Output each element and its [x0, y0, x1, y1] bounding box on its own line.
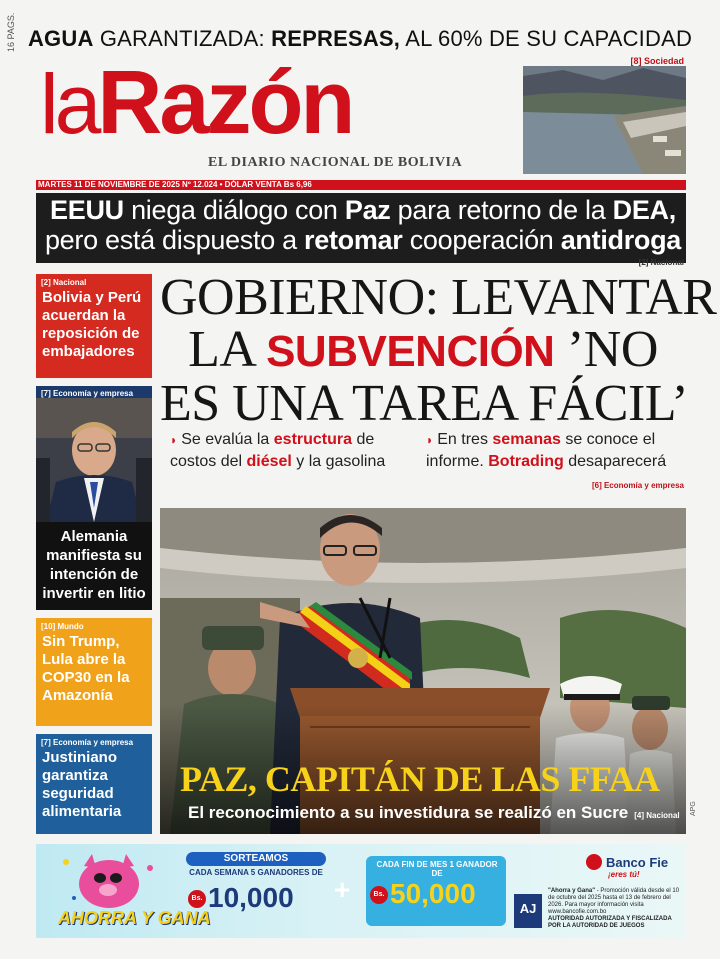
story-section-tag: [2] Nacional: [41, 278, 87, 287]
top-headline-section-tag: [2] Nacional: [638, 258, 684, 267]
ad-weekly-prize: [186, 852, 326, 934]
reservoir-image: [523, 66, 686, 174]
ad-weekly-text: CADA SEMANA 5 GANADORES DE: [189, 868, 323, 877]
logo-razon: Razón: [97, 53, 353, 153]
story-box-lula-cop30[interactable]: [36, 618, 152, 726]
ad-legal-text: "Ahorra y Gana" - Promoción válida desde el 10 de octubre del 2025 hasta el 13 de febrero del 2026. Para mayor información visita www.bancofie.com.bo AUTORIDAD AUTORIZADA Y FISCALIZADA POR LA AUTORIDAD DE JUEGOS: [548, 888, 680, 929]
bullet-point: ◗ En tres semanas se conoce el informe. Botrading desaparecerá: [426, 431, 667, 470]
ad-monthly-text: CADA FIN DE MES 1 GANADOR DE: [376, 860, 498, 878]
top-banner-word: GARANTIZADA:: [93, 26, 272, 51]
ad-currency-badge: Bs.: [370, 886, 388, 904]
top-banner-headline[interactable]: [0, 26, 720, 52]
date-line: MARTES 11 DE NOVIEMBRE DE 2025 Nº 12.024 • DÓLAR VENTA Bs 6,96: [38, 180, 312, 189]
main-headline[interactable]: [160, 269, 717, 432]
teaser-section-tag: [8] Sociedad: [630, 56, 684, 66]
masthead-logo[interactable]: [40, 52, 352, 162]
story-section-tag: [7] Economía y empresa: [41, 389, 134, 398]
main-headline-line2: LA SUBVENCIÓN ’NO: [188, 321, 658, 378]
top-headline-box[interactable]: [36, 193, 686, 263]
main-headline-line3: ES UNA TAREA FÁCIL’: [160, 375, 689, 432]
ad-bank-logo: Banco Fie ¡eres tú!: [586, 854, 668, 879]
top-banner-word: REPRESAS,: [271, 26, 401, 51]
ad-aj-logo: AJ: [514, 894, 542, 928]
photo-credit: APG: [690, 801, 697, 816]
teaser-photo-reservoir[interactable]: [523, 66, 686, 174]
story-headline: Sin Trump, Lula abre la COP30 en la Amazonía: [42, 633, 130, 704]
main-photo-subtitle: El reconocimiento a su investidura se realizó en Sucre [4] Nacional: [188, 803, 680, 822]
main-photo-title: PAZ, CAPITÁN DE LAS FFAA: [180, 759, 660, 799]
ad-campaign-name: AHORRA Y GANA: [58, 908, 211, 928]
top-headline-line1: EEUU niega diálogo con Paz para retorno de la DEA,: [50, 195, 676, 225]
story-headline: Alemania manifiesta su intención de invertir en litio: [36, 522, 152, 610]
bank-advertisement[interactable]: [36, 844, 686, 938]
ad-sorteamos-pill: SORTEAMOS: [186, 852, 326, 866]
story-section-tag: [7] Economía y empresa: [41, 738, 134, 747]
ad-monthly-amount: 50,000: [390, 878, 476, 909]
ad-plus-sign: +: [334, 874, 351, 905]
logo-la: la: [40, 57, 98, 151]
main-story-bullets: [160, 429, 686, 475]
bullet-triangle-icon: ◗: [426, 433, 434, 447]
story-box-alemania[interactable]: [36, 386, 152, 610]
story-headline: Bolivia y Perú acuerdan la reposición de embajadores: [42, 289, 142, 360]
ad-bank-slogan: ¡eres tú!: [608, 870, 640, 879]
story-photo-ambassador: [36, 398, 152, 522]
main-headline-line1: GOBIERNO: LEVANTAR: [160, 269, 717, 326]
top-banner-word: AGUA: [27, 26, 94, 51]
top-banner-word: AL 60% DE SU CAPACIDAD: [400, 26, 693, 51]
ad-monthly-prize: [366, 856, 506, 926]
story-section-tag: [10] Mundo: [41, 622, 84, 631]
bullet-triangle-icon: ◗: [170, 433, 178, 447]
ad-weekly-amount: 10,000: [208, 882, 294, 913]
story-headline: Justiniano garantiza seguridad alimentaria: [42, 749, 122, 820]
story-box-justiniano[interactable]: [36, 734, 152, 834]
ad-currency-badge: Bs.: [188, 890, 206, 908]
masthead-tagline: EL DIARIO NACIONAL DE BOLIVIA: [208, 155, 463, 170]
main-story-section-tag: [6] Economía y empresa: [591, 481, 684, 490]
top-headline-line2: pero está dispuesto a retomar cooperación antidroga: [44, 225, 682, 255]
bank-logo-icon: [586, 854, 602, 870]
page-count: 16 PAGS.: [6, 12, 16, 52]
main-photo-section-tag: [4] Nacional: [634, 811, 680, 820]
story-box-bolivia-peru[interactable]: [36, 274, 152, 378]
bullet-point: ◗ Se evalúa la estructura de costos del diésel y la gasolina: [170, 431, 386, 470]
